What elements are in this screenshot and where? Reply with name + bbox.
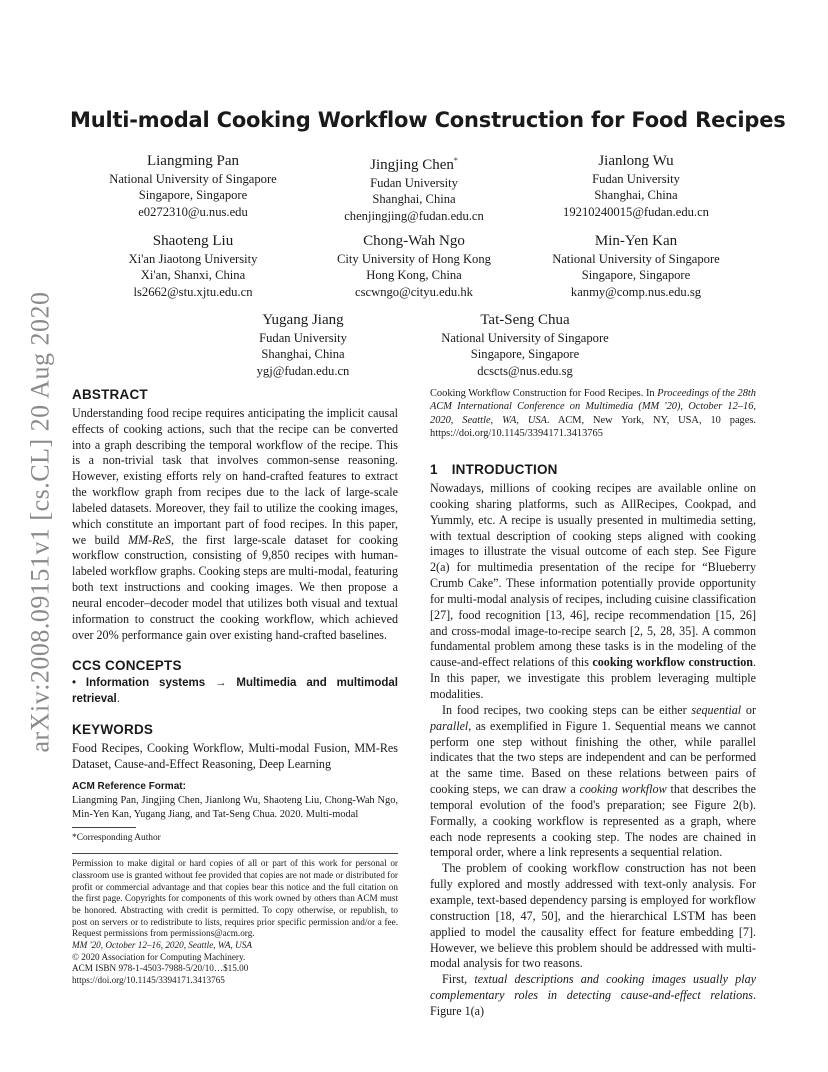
intro-paragraph: First, textual descriptions and cooking images usually play complementary roles in detecting cause-and-effect relations. Figure 1(a) bbox=[430, 972, 756, 1018]
author-name: Chong-Wah Ngo bbox=[363, 233, 465, 249]
author-affiliation: National University of Singapore bbox=[109, 172, 277, 186]
author-name: Jianlong Wu bbox=[598, 153, 674, 169]
intro-paragraph: The problem of cooking workflow construction has not been fully explored and mostly addressed with text-only analysis. For example, text-based dependency parsing is employed for workflow construction [18, 47, 50], and the hierarchical LSTM has been applied to model the causality effect for feature embedding [7]. However, we believe this problem should be addressed with multi-modal analysis for two reasons. bbox=[430, 861, 756, 971]
keywords-text: Food Recipes, Cooking Workflow, Multi-modal Fusion, MM-Res Dataset, Cause-and-Effect Reasoning, Deep Learning bbox=[72, 740, 398, 771]
permission-block bbox=[72, 858, 398, 986]
author-block bbox=[531, 152, 741, 220]
author-location: Shanghai, China bbox=[372, 192, 456, 207]
author-block bbox=[88, 232, 298, 300]
author-block bbox=[88, 152, 298, 220]
isbn-text: ACM ISBN 978-1-4503-7988-5/20/10…$15.00 bbox=[72, 963, 249, 974]
author-location: Xi'an, Shanxi, China bbox=[140, 268, 246, 283]
author-name: Shaoteng Liu bbox=[152, 233, 234, 249]
right-column bbox=[430, 387, 756, 1020]
author-name: Liangming Pan bbox=[146, 153, 240, 169]
author-name: Min-Yen Kan bbox=[594, 233, 678, 249]
author-email: chenjingjing@fudan.edu.cn bbox=[344, 208, 484, 223]
author-location: Shanghai, China bbox=[594, 188, 678, 203]
author-location: Singapore, Singapore bbox=[581, 268, 691, 283]
author-location: Shanghai, China bbox=[261, 347, 345, 362]
footnote-rule bbox=[72, 827, 136, 828]
author-block bbox=[309, 232, 519, 300]
author-email: ygj@fudan.edu.cn bbox=[256, 363, 350, 378]
intro-paragraph: Nowadays, millions of cooking recipes are available online on cooking sharing platforms, such as AllRecipes, Cookpad, and Yummly, etc. A recipe is usually presented in multimedia setting, with textual description of cooking steps aligned with cooking images to illustrate the visual outcome of each step. See Figure 2(a) for multimedia presentation of the recipe for “Blueberry Crumb Cake”. These information potentially provide opportunity for multi-modal analysis of recipes, including cuisine classification [27], food recognition [13, 46], recipe recommendation [15, 26] and cross-modal image-to-recipe search [2, 5, 28, 35]. A common fundamental problem among these tasks is in the modeling of the cause-and-effect relations of this cooking workflow construction. In this paper, we investigate this problem leveraging multiple modalities. bbox=[430, 481, 756, 701]
intro-paragraph: In food recipes, two cooking steps can be either sequential or parallel, as exemplified in Figure 1. Sequential means we cannot perform one step without finishing the other, while parallel indicates that the two steps are independent and can be performed at the same time. Based on these relations between pairs of cooking steps, we can draw a cooking workflow that describes the temporal evolution of the food's preparation; see Figure 2(b). Formally, a cooking workflow is represented as a graph, where each node represents a cooking step. The nodes are chained in temporal order, where a link represents a sequential relation. bbox=[430, 702, 756, 860]
author-location: Hong Kong, China bbox=[366, 268, 462, 283]
author-affiliation: City University of Hong Kong bbox=[337, 252, 491, 266]
author-affiliation: National University of Singapore bbox=[441, 331, 609, 345]
author-name: Tat-Seng Chua bbox=[480, 312, 570, 328]
dataset-name: MM-ReS bbox=[127, 532, 171, 547]
author-affiliation: Fudan University bbox=[592, 172, 680, 186]
ccs-heading: CCS CONCEPTS bbox=[72, 657, 182, 673]
author-block bbox=[531, 232, 741, 300]
venue-text: MM '20, October 12–16, 2020, Seattle, WA, USA bbox=[72, 939, 252, 950]
arxiv-identifier: arXiv:2008.09151v1 [cs.CL] 20 Aug 2020 bbox=[25, 291, 54, 753]
left-column bbox=[72, 387, 398, 987]
author-name: Jingjing Chen bbox=[370, 157, 454, 173]
author-email: 19210240015@fudan.edu.cn bbox=[563, 204, 709, 219]
abstract-heading: ABSTRACT bbox=[72, 387, 148, 402]
author-affiliation: Fudan University bbox=[370, 176, 458, 190]
copyright-text: © 2020 Association for Computing Machinery. bbox=[72, 951, 246, 962]
author-block bbox=[198, 311, 408, 379]
author-affiliation: Fudan University bbox=[259, 331, 347, 345]
footnote: *Corresponding Author bbox=[72, 833, 161, 843]
introduction-heading: 1 INTRODUCTION bbox=[430, 462, 558, 478]
corresponding-mark: * bbox=[453, 156, 458, 165]
permission-rule bbox=[72, 853, 398, 854]
acm-reference-heading: ACM Reference Format: bbox=[72, 780, 186, 792]
author-location: Singapore, Singapore bbox=[138, 188, 248, 203]
author-email: e0272310@u.nus.edu bbox=[138, 204, 248, 219]
acm-reference-continued: Cooking Workflow Construction for Food Recipes. In Proceedings of the 28th ACM International Conference on Multimedia (MM '20), October 12–16, 2020, Seattle, WA, USA. ACM, New York, NY, USA, 10 pages. https://doi.org/10.1145/3394171.3413765 bbox=[430, 388, 757, 439]
permission-text: Permission to make digital or hard copies of all or part of this work for personal or classroom use is granted without fee provided that copies are not made or distributed for profit or commercial advantage and that copies bear this notice and the full citation on the first page. Copyrights for components of this work owned by others than ACM must be honored. Abstracting with credit is permitted. To copy otherwise, or republish, to post on servers or to redistribute to lists, requires prior specific permission and/or a fee. Request permissions from permissions@acm.org. bbox=[72, 858, 398, 939]
ccs-concepts: • Information systems → Multimedia and multimodal retrieval. bbox=[72, 677, 398, 706]
author-email: dcscts@nus.edu.sg bbox=[477, 363, 573, 378]
acm-reference-text: Liangming Pan, Jingjing Chen, Jianlong Wu, Shaoteng Liu, Chong-Wah Ngo, Min-Yen Kan, Yugang Jiang, and Tat-Seng Chua. 2020. Multi-modal bbox=[72, 795, 398, 820]
author-affiliation: National University of Singapore bbox=[552, 252, 720, 266]
author-email: cscwngo@cityu.edu.hk bbox=[355, 284, 473, 299]
doi-text: https://doi.org/10.1145/3394171.3413765 bbox=[72, 974, 225, 985]
author-email: ls2662@stu.xjtu.edu.cn bbox=[133, 284, 253, 299]
author-location: Singapore, Singapore bbox=[470, 347, 580, 362]
paper-title: Multi-modal Cooking Workflow Construction for Food Recipes bbox=[70, 108, 786, 132]
author-block bbox=[420, 311, 630, 379]
author-email: kanmy@comp.nus.edu.sg bbox=[570, 284, 702, 299]
author-block bbox=[309, 152, 519, 224]
author-name: Yugang Jiang bbox=[262, 312, 344, 328]
abstract-text: Understanding food recipe requires anticipating the implicit causal effects of cooking actions, such that the recipe can be converted into a graph describing the temporal workflow of the recipe. This is a non-trivial task that involves common-sense reasoning. However, existing efforts rely on hand-crafted features to extract the workflow graph from recipes due to the lack of large-scale labeled datasets. Moreover, they fail to utilize the cooking images, which constitute an important part of food recipes. In this paper, we build MM-ReS, the first large-scale dataset for cooking workflow construction, consisting of 9,850 recipes with human-labeled workflow graphs. Cooking steps are multi-modal, featuring both text instructions and cooking images. We then propose a neural encoder–decoder model that utilizes both visual and textual information to construct the cooking workflow, which achieved over 20% performance gain over existing hand-crafted baselines. bbox=[72, 405, 398, 642]
author-affiliation: Xi'an Jiaotong University bbox=[128, 252, 258, 266]
keywords-heading: KEYWORDS bbox=[72, 722, 154, 738]
